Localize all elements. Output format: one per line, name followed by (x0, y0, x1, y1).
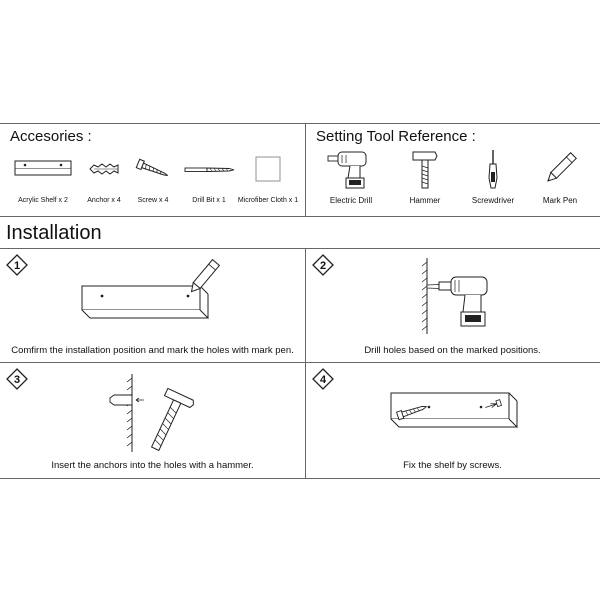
microfiber-cloth-icon (248, 155, 288, 185)
accessory-label: Drill Bit x 1 (192, 197, 226, 204)
screw-icon (133, 155, 173, 183)
step-number: 3 (13, 374, 21, 386)
accessory-label: Acrylic Shelf x 2 (18, 197, 68, 204)
tool-label: Mark Pen (542, 196, 578, 205)
accessories-bottom-border (0, 216, 600, 217)
steps-middle-border (0, 362, 600, 363)
tool-mark-pen (520, 148, 600, 205)
step-1-badge (6, 254, 28, 276)
tool-electric-drill (311, 148, 391, 205)
accessory-label: Anchor x 4 (87, 197, 121, 204)
steps-top-border (0, 248, 600, 249)
step-3-badge (6, 368, 28, 390)
mark-pen-icon (540, 148, 580, 190)
steps-bottom-border (0, 478, 600, 479)
step-4-badge (312, 368, 334, 390)
step-1-illustration (76, 258, 226, 328)
step-number: 4 (319, 374, 327, 386)
accessory-label: Screw x 4 (137, 197, 169, 204)
steps-center-divider (305, 248, 306, 478)
step-3-illustration (100, 372, 210, 457)
screwdriver-icon (478, 148, 508, 190)
electric-drill-icon (326, 148, 376, 190)
top-border (0, 123, 600, 124)
step-number: 2 (319, 260, 327, 272)
step-3-caption: Insert the anchors into the holes with a hammer. (51, 460, 254, 471)
tool-label: Hammer (409, 196, 441, 205)
step-4-caption: Fix the shelf by screws. (403, 460, 502, 471)
step-1-caption: Comfirm the installation position and mark the holes with mark pen. (11, 345, 294, 356)
step-2-caption: Drill holes based on the marked positions. (364, 345, 541, 356)
tool-label: Screwdriver (471, 196, 515, 205)
accessories-title: Accesories : (10, 128, 92, 145)
step-2-badge (312, 254, 334, 276)
tool-label: Electric Drill (329, 196, 373, 205)
accessory-label: Microfiber Cloth x 1 (237, 197, 299, 204)
tools-title: Setting Tool Reference : (316, 128, 476, 145)
accessory-microfiber-cloth (228, 155, 308, 204)
hammer-icon (405, 148, 445, 190)
step-2-illustration (405, 256, 515, 336)
step-4-illustration (385, 385, 535, 455)
installation-title: Installation (6, 222, 102, 244)
step-number: 1 (13, 260, 21, 272)
